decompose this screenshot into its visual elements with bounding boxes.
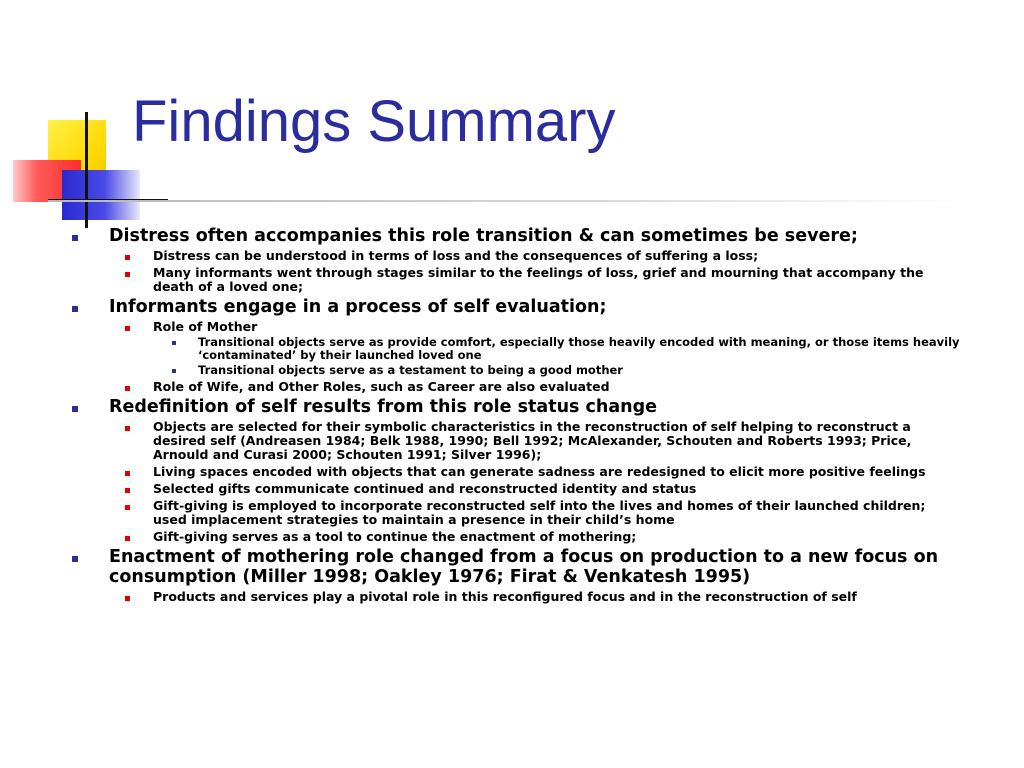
bullet-text: Gift-giving serves as a tool to continue the enactment of mothering; (153, 529, 637, 544)
bullet-square-icon (172, 341, 176, 345)
bullet-square-icon (72, 406, 78, 412)
bullet-text: Redefinition of self results from this role status change (109, 397, 658, 417)
bullet-text: Role of Wife, and Other Roles, such as Career are also evaluated (153, 379, 610, 394)
bullet-text: Distress often accompanies this role transition & can sometimes be severe; (109, 226, 858, 246)
bullet-level-2 (70, 380, 960, 394)
bullet-level-2 (70, 266, 960, 294)
bullet-square-icon (72, 306, 78, 312)
bullet-square-icon (125, 536, 130, 541)
bullet-level-2 (70, 530, 960, 544)
bullet-level-3 (70, 364, 960, 377)
bullet-text: Role of Mother (153, 319, 258, 334)
bullet-square-icon (125, 272, 130, 277)
bullet-level-1 (70, 547, 960, 587)
bullet-text: Objects are selected for their symbolic characteristics in the reconstruction of self helping to reconstruct a desired self (Andreasen 1984; Belk 1988, 1990; Bell 1992; McAlexander, Schouten and Roberts 1993; Price, Arnould and Curasi 2000; Schouten 1991; Silver 1996); (153, 419, 912, 462)
bullet-square-icon (125, 596, 130, 601)
bullet-level-2 (70, 320, 960, 334)
bullet-square-icon (125, 386, 130, 391)
bullet-text: Living spaces encoded with objects that can generate sadness are redesigned to elicit more positive feelings (153, 464, 926, 479)
bullet-text: Transitional objects serve as a testament to being a good mother (198, 363, 623, 377)
logo-vertical-line (85, 112, 88, 228)
slide-title: Findings Summary (132, 89, 616, 154)
bullet-level-2 (70, 482, 960, 496)
bullet-text: Transitional objects serve as provide comfort, especially those heavily encoded with meaning, or those items heavily ‘contaminated’ by their launched loved one (198, 335, 960, 362)
blue-square (62, 170, 140, 220)
title-divider (48, 200, 968, 202)
bullet-level-1 (70, 226, 960, 246)
bullet-level-2 (70, 249, 960, 263)
bullet-text: Distress can be understood in terms of loss and the consequences of suffering a loss; (153, 248, 759, 263)
bullet-square-icon (125, 426, 130, 431)
bullet-square-icon (125, 471, 130, 476)
bullet-level-1 (70, 397, 960, 417)
bullet-level-1 (70, 297, 960, 317)
bullet-square-icon (125, 488, 130, 493)
bullet-square-icon (72, 235, 78, 241)
bullet-square-icon (172, 369, 176, 373)
bullet-text: Selected gifts communicate continued and reconstructed identity and status (153, 481, 697, 496)
bullet-level-2 (70, 465, 960, 479)
bullet-level-2 (70, 420, 960, 462)
bullet-text: Many informants went through stages similar to the feelings of loss, grief and mourning that accompany the death of a loved one; (153, 265, 924, 294)
bullet-level-3 (70, 336, 960, 362)
bullet-square-icon (125, 326, 130, 331)
bullet-level-2 (70, 590, 960, 604)
bullet-text: Enactment of mothering role changed from a focus on production to a new focus on consumption (Miller 1998; Oakley 1976; Firat & Venkatesh 1995) (109, 547, 939, 587)
bullet-text: Informants engage in a process of self evaluation; (109, 297, 607, 317)
bullet-level-2 (70, 499, 960, 527)
bullet-square-icon (125, 505, 130, 510)
bullet-text: Gift-giving is employed to incorporate reconstructed self into the lives and homes of their launched children; used implacement strategies to maintain a presence in their child’s home (153, 498, 926, 527)
bullet-square-icon (72, 556, 78, 562)
bullet-text: Products and services play a pivotal role in this reconfigured focus and in the reconstruction of self (153, 589, 857, 604)
slide-content (70, 223, 960, 604)
bullet-square-icon (125, 255, 130, 260)
